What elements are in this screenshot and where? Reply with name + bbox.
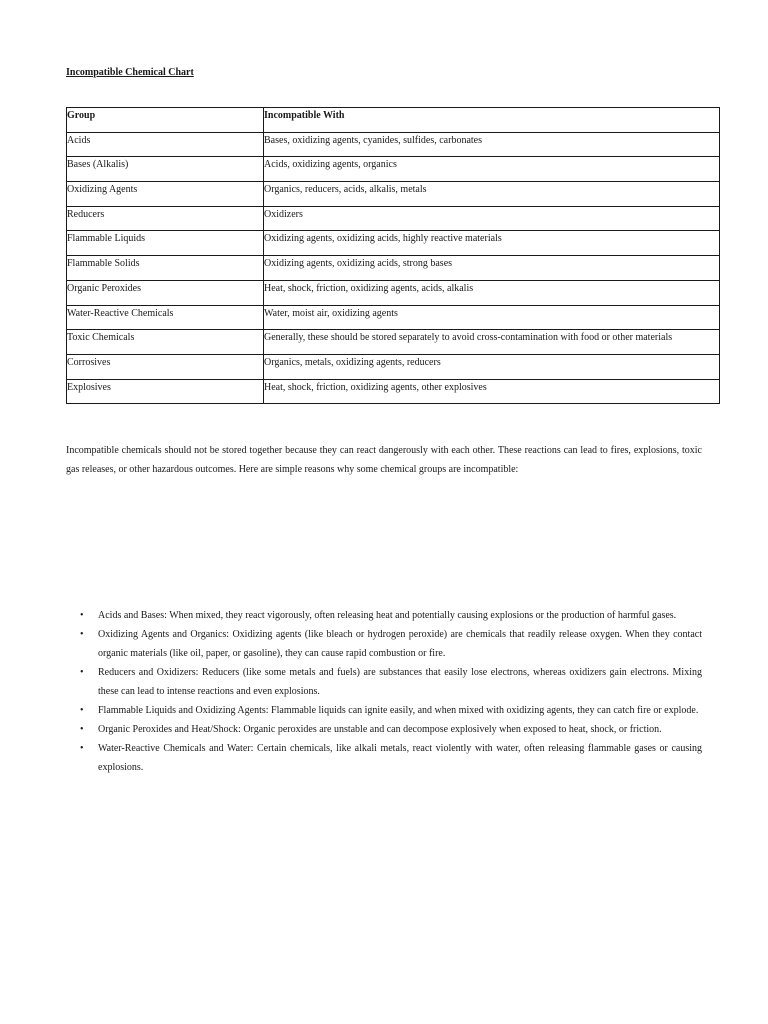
list-item-text: Water-Reactive Chemicals and Water: Certain chemicals, like alkali metals, react violently with water, often releasing flammable gases or causing explosions. (98, 743, 702, 773)
table-row (67, 157, 720, 182)
table-row (67, 379, 720, 404)
incompatible-cell: Organics, reducers, acids, alkalis, metals (264, 182, 720, 207)
list-item-text: Flammable Liquids and Oxidizing Agents: Flammable liquids can ignite easily, and when mixed with oxidizing agents, they can catch fire or explode. (98, 705, 699, 716)
group-cell: Toxic Chemicals (67, 330, 264, 355)
group-cell: Acids (67, 132, 264, 157)
group-cell: Flammable Liquids (67, 231, 264, 256)
list-item (66, 701, 702, 720)
table-row (67, 280, 720, 305)
group-cell: Flammable Solids (67, 256, 264, 281)
incompatible-cell: Water, moist air, oxidizing agents (264, 305, 720, 330)
incompatible-cell: Oxidizing agents, oxidizing acids, strong bases (264, 256, 720, 281)
reasons-list (66, 606, 702, 777)
group-cell: Corrosives (67, 354, 264, 379)
list-item (66, 606, 702, 625)
group-cell: Oxidizing Agents (67, 182, 264, 207)
group-cell: Water-Reactive Chemicals (67, 305, 264, 330)
table-row (67, 132, 720, 157)
incompatible-cell: Generally, these should be stored separately to avoid cross-contamination with food or other materials (264, 330, 720, 355)
bullet-icon: • (80, 629, 84, 640)
incompatible-cell: Bases, oxidizing agents, cyanides, sulfides, carbonates (264, 132, 720, 157)
table-row (67, 206, 720, 231)
table-row (67, 354, 720, 379)
incompatible-cell: Heat, shock, friction, oxidizing agents, other explosives (264, 379, 720, 404)
table-row (67, 305, 720, 330)
table-row (67, 182, 720, 207)
incompatible-cell: Oxidizing agents, oxidizing acids, highly reactive materials (264, 231, 720, 256)
table-row (67, 231, 720, 256)
table-row (67, 330, 720, 355)
list-item (66, 663, 702, 701)
incompatible-cell: Heat, shock, friction, oxidizing agents, acids, alkalis (264, 280, 720, 305)
group-cell: Organic Peroxides (67, 280, 264, 305)
bullet-icon: • (80, 743, 84, 754)
list-item (66, 720, 702, 739)
bullet-icon: • (80, 705, 84, 716)
table-row (67, 256, 720, 281)
incompatible-cell: Oxidizers (264, 206, 720, 231)
bullet-icon: • (80, 610, 84, 621)
incompatible-chemical-table (66, 107, 720, 404)
list-item-text: Acids and Bases: When mixed, they react vigorously, often releasing heat and potentially causing explosions or the production of harmful gases. (98, 610, 677, 621)
table-header-row (67, 108, 720, 133)
intro-paragraph: Incompatible chemicals should not be stored together because they can react dangerously with each other. These reactions can lead to fires, explosions, toxic gas releases, or other hazardous outcomes. Here are simple reasons why some chemical groups are incompatible: (66, 445, 702, 475)
group-cell: Reducers (67, 206, 264, 231)
header-incompatible-with: Incompatible With (264, 108, 720, 133)
list-item-text: Oxidizing Agents and Organics: Oxidizing agents (like bleach or hydrogen peroxide) are chemicals that readily release oxygen. When they contact organic materials (like oil, paper, or gasoline), they can cause rapid combustion or fire. (98, 629, 702, 659)
bullet-icon: • (80, 667, 84, 678)
list-item-text: Reducers and Oxidizers: Reducers (like some metals and fuels) are substances that easily lose electrons, whereas oxidizers gain electrons. Mixing these can lead to intense reactions and even explosions. (98, 667, 702, 697)
list-item (66, 625, 702, 663)
incompatible-cell: Organics, metals, oxidizing agents, reducers (264, 354, 720, 379)
document-title: Incompatible Chemical Chart (66, 67, 194, 78)
group-cell: Explosives (67, 379, 264, 404)
incompatible-cell: Acids, oxidizing agents, organics (264, 157, 720, 182)
header-group: Group (67, 108, 264, 133)
list-item-text: Organic Peroxides and Heat/Shock: Organic peroxides are unstable and can decompose explosively when exposed to heat, shock, or friction. (98, 724, 662, 735)
group-cell: Bases (Alkalis) (67, 157, 264, 182)
list-item (66, 739, 702, 777)
bullet-icon: • (80, 724, 84, 735)
